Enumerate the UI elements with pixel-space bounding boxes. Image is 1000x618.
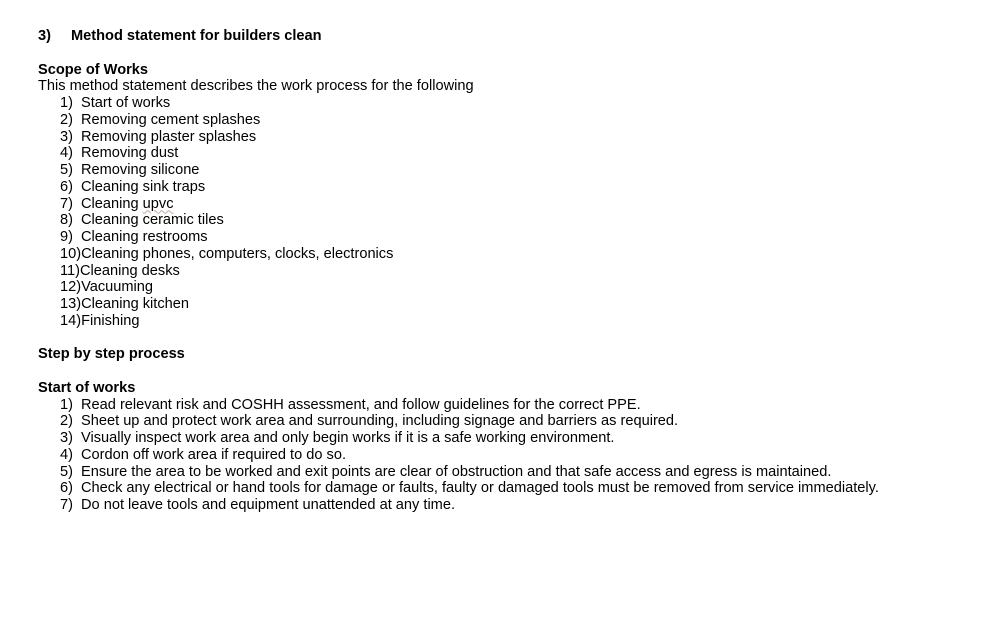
- item-text: Read relevant risk and COSHH assessment, and follow guidelines for the correct PPE.: [81, 396, 641, 413]
- list-item: [38, 296, 978, 313]
- item-number: 12): [60, 279, 82, 296]
- item-text: Cordon off work area if required to do so.: [81, 446, 346, 463]
- list-item: [38, 464, 978, 481]
- document-page: [38, 28, 978, 514]
- item-text: Cleaning: [81, 195, 143, 212]
- item-number: 2): [60, 111, 73, 128]
- item-text: Start of works: [81, 95, 171, 111]
- item-number: 14): [60, 312, 82, 329]
- list-item: [38, 279, 978, 296]
- section-title: Method statement for builders clean: [71, 28, 322, 44]
- item-text: Removing silicone: [81, 162, 200, 178]
- item-text: Ensure the area to be worked and exit points are clear of obstruction and that safe access and egress is maintained.: [81, 463, 832, 480]
- item-number: 6): [60, 178, 73, 195]
- start-list: [38, 397, 978, 514]
- list-item: [38, 497, 978, 514]
- process-heading: Step by step process: [38, 346, 185, 363]
- item-text: Visually inspect work area and only begin works if it is a safe working environment.: [81, 430, 615, 446]
- item-text: Cleaning kitchen: [81, 296, 189, 312]
- list-item: [38, 162, 978, 179]
- list-item: [38, 430, 978, 447]
- list-item: [38, 480, 978, 497]
- list-item: [38, 212, 978, 229]
- item-text: Sheet up and protect work area and surrounding, including signage and barriers as required.: [81, 413, 679, 430]
- list-item: [38, 129, 978, 146]
- list-item: [38, 112, 978, 129]
- item-text: Finishing: [81, 312, 140, 329]
- item-number: 9): [60, 229, 73, 245]
- spacer: [38, 45, 978, 62]
- list-item: [38, 313, 978, 330]
- item-number: 6): [60, 480, 73, 497]
- item-number: 5): [60, 162, 73, 178]
- spacer: [38, 363, 978, 380]
- list-item: [38, 447, 978, 464]
- item-number: 7): [60, 195, 73, 212]
- scope-heading: Scope of Works: [38, 61, 149, 78]
- list-item: [38, 397, 978, 414]
- item-number: 11): [60, 262, 81, 279]
- item-number: 5): [60, 463, 73, 480]
- item-number: 4): [60, 145, 73, 162]
- spellcheck-word: upvc: [142, 195, 174, 212]
- item-text: Cleaning phones, computers, clocks, electronics: [81, 245, 394, 262]
- item-number: 8): [60, 212, 73, 229]
- item-number: 4): [60, 446, 73, 463]
- list-item: [38, 229, 978, 246]
- list-item: [38, 179, 978, 196]
- item-number: 10): [60, 245, 82, 262]
- item-text: Check any electrical or hand tools for damage or faults, faulty or damaged tools must be removed from service immediately.: [81, 480, 879, 497]
- item-number: 1): [60, 396, 73, 413]
- item-text: Vacuuming: [81, 279, 154, 296]
- item-number: 2): [60, 413, 73, 430]
- list-item: [38, 145, 978, 162]
- list-item: [38, 196, 978, 213]
- item-number: 13): [60, 296, 82, 312]
- item-number: 7): [60, 497, 73, 513]
- item-text: Removing cement splashes: [81, 111, 261, 128]
- item-text: Cleaning sink traps: [81, 178, 206, 195]
- list-item: [38, 413, 978, 430]
- scope-intro: This method statement describes the work process for the following: [38, 78, 474, 95]
- item-number: 3): [60, 128, 73, 145]
- section-heading: [38, 28, 978, 45]
- item-number: 1): [60, 95, 73, 111]
- item-text: Do not leave tools and equipment unattended at any time.: [81, 497, 456, 513]
- spacer: [38, 330, 978, 347]
- start-heading: Start of works: [38, 379, 136, 396]
- item-text: Removing plaster splashes: [81, 128, 257, 145]
- item-text: Cleaning desks: [80, 262, 180, 279]
- list-item: [38, 246, 978, 263]
- item-text: Removing dust: [81, 145, 179, 162]
- item-number: 3): [60, 430, 73, 446]
- list-item: [38, 95, 978, 112]
- scope-list: [38, 95, 978, 330]
- item-text: Cleaning ceramic tiles: [81, 212, 224, 229]
- item-text: Cleaning restrooms: [81, 229, 208, 245]
- section-number: 3): [38, 28, 51, 44]
- list-item: [38, 263, 978, 280]
